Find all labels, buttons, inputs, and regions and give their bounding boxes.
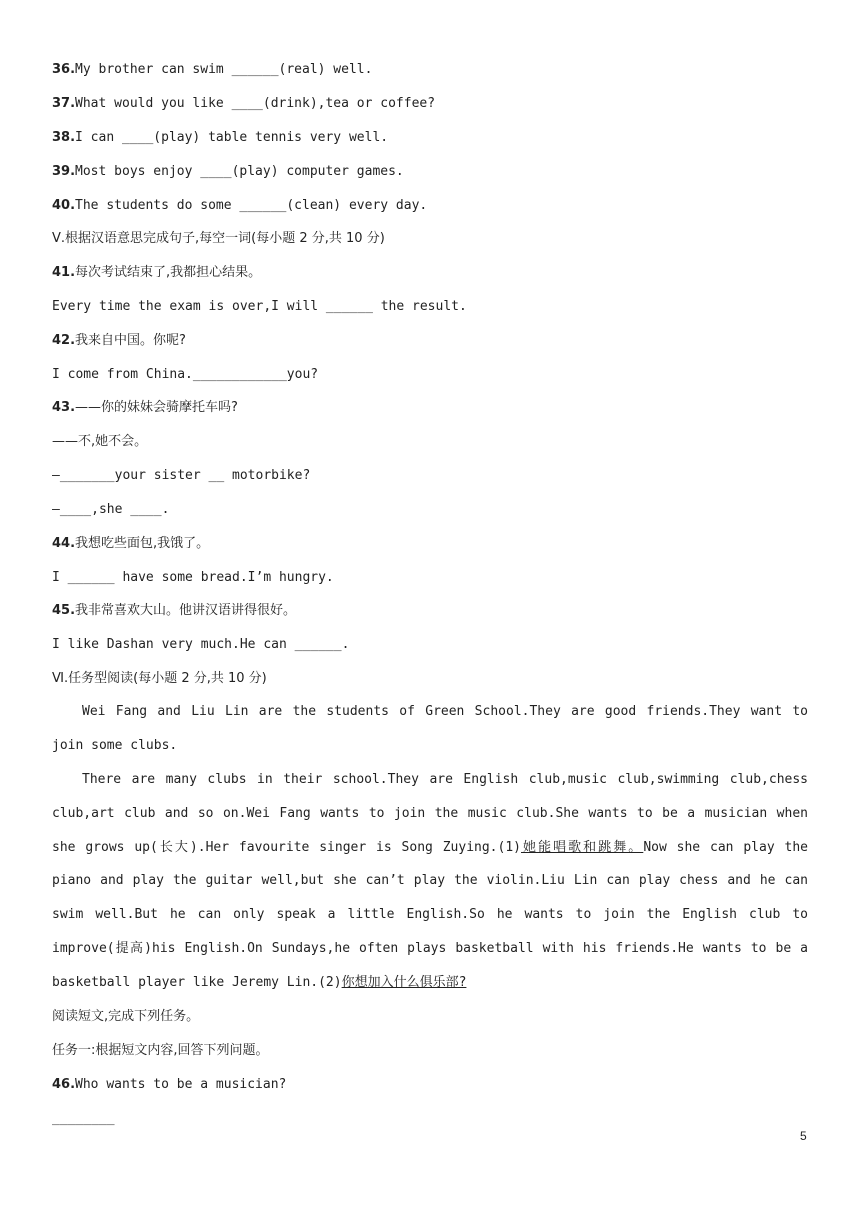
question-text: Who wants to be a musician? <box>75 1077 287 1092</box>
question-41-en: Every time the exam is over,I will ______ the result. <box>52 299 467 314</box>
question-number: 45. <box>52 603 76 618</box>
question-number: 42. <box>52 333 76 348</box>
chinese-sentence: 我想吃些面包,我饿了。 <box>75 536 210 551</box>
question-38 <box>52 129 388 147</box>
question-45-en: I like Dashan very much.He can ______. <box>52 637 350 652</box>
passage-paragraph-1 <box>52 695 808 763</box>
question-number: 46. <box>52 1077 76 1092</box>
question-44-en: I ______ have some bread.I’m hungry. <box>52 570 334 585</box>
question-43-cn1 <box>52 399 238 417</box>
question-43-cn2: ——不,她不会。 <box>52 434 148 449</box>
chinese-sentence: 每次考试结束了,我都担心结果。 <box>75 265 262 280</box>
question-42-cn <box>52 332 186 350</box>
question-text: The students do some ______(clean) every day. <box>75 198 428 213</box>
section-5-heading: Ⅴ.根据汉语意思完成句子,每空一词(每小题 2 分,共 10 分) <box>52 231 385 246</box>
question-number: 38. <box>52 130 76 145</box>
paragraph-text: There are many clubs in their school.They are English club,music club,swimming club,chess club,art club and so on.Wei Fang wants to join the music club.She wants to be a musician when she grows up(长大).Her favourite singer is Song Zuying.(1) <box>52 772 808 855</box>
paragraph-text: Now she can play the piano and play the guitar well,but she can’t play the violin.Liu Lin can play chess and he can swim well.But he can only speak a little English.So he wants to join the English club to improve(提高)his English.On Sundays,he often plays basketball with his friends.He wants to be a basketball player like Jeremy Lin.(2) <box>52 839 808 990</box>
question-37 <box>52 95 435 113</box>
answer-line: ________ <box>52 1111 115 1126</box>
question-number: 44. <box>52 536 76 551</box>
chinese-sentence: 我来自中国。你呢? <box>75 333 186 348</box>
question-36 <box>52 61 372 79</box>
question-41-cn <box>52 264 261 282</box>
section-6-heading: Ⅵ.任务型阅读(每小题 2 分,共 10 分) <box>52 671 267 686</box>
question-46 <box>52 1076 286 1094</box>
question-44-cn <box>52 535 209 553</box>
question-text: What would you like ____(drink),tea or coffee? <box>75 96 436 111</box>
paragraph-text: Wei Fang and Liu Lin are the students of Green School.They are good friends.They want to join some clubs. <box>52 704 808 753</box>
task-1-instruction: 任务一:根据短文内容,回答下列问题。 <box>52 1043 269 1058</box>
reading-instruction: 阅读短文,完成下列任务。 <box>52 1009 200 1024</box>
question-43-en2: —____,she ____. <box>52 502 170 517</box>
question-39 <box>52 163 404 181</box>
question-40 <box>52 197 427 215</box>
question-text: My brother can swim ______(real) well. <box>75 62 373 77</box>
passage-paragraph-2 <box>52 763 808 1000</box>
chinese-sentence: ——你的妹妹会骑摩托车吗? <box>75 400 238 415</box>
question-text: I can ____(play) table tennis very well. <box>75 130 389 145</box>
question-number: 43. <box>52 400 76 415</box>
chinese-sentence: 我非常喜欢大山。他讲汉语讲得很好。 <box>75 603 297 618</box>
question-42-en: I come from China.____________you? <box>52 367 319 382</box>
question-number: 36. <box>52 62 76 77</box>
question-43-en1: —_______your sister __ motorbike? <box>52 468 311 483</box>
question-number: 40. <box>52 198 76 213</box>
question-text: Most boys enjoy ____(play) computer games. <box>75 164 404 179</box>
underlined-sentence-2: 你想加入什么俱乐部? <box>341 974 467 990</box>
page-number: 5 <box>800 1129 807 1143</box>
underlined-sentence-1: 她能唱歌和跳舞。 <box>521 839 644 855</box>
question-number: 39. <box>52 164 76 179</box>
question-45-cn <box>52 602 296 620</box>
question-number: 37. <box>52 96 76 111</box>
question-number: 41. <box>52 265 76 280</box>
